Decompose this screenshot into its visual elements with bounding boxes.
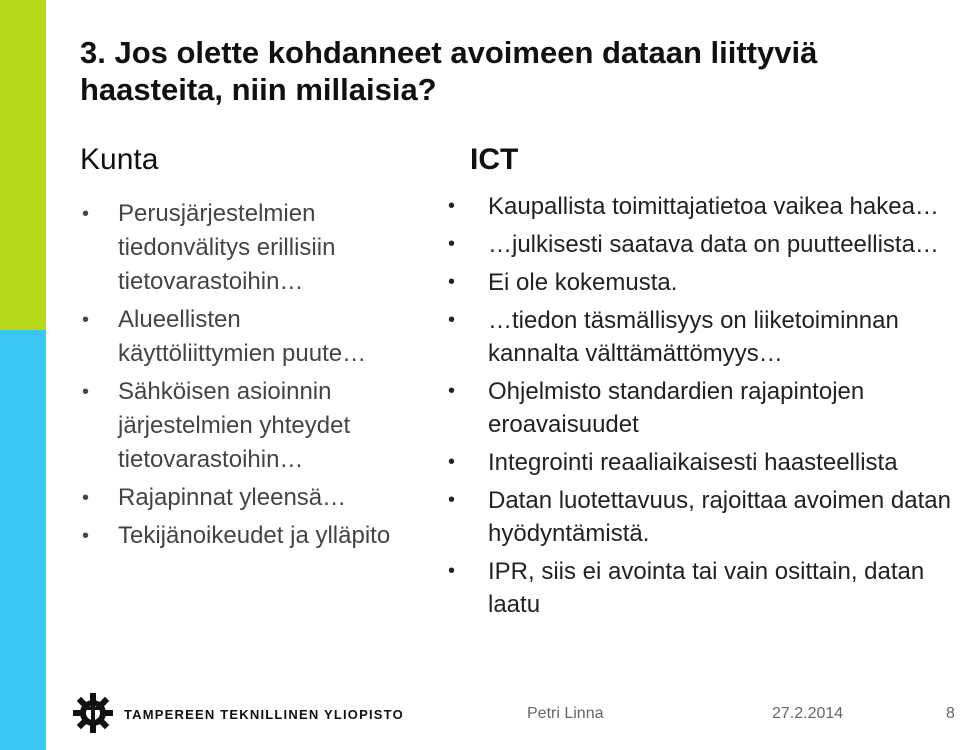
bullet-icon: • [448, 489, 456, 511]
list-item-text: Sähköisen asioinnin järjestelmien yhteydet tietovarastoihin… [118, 378, 351, 473]
footer-date: 27.2.2014 [772, 705, 844, 722]
list-item-text: Perusjärjestelmien tiedonvälitys erillisiin tietovarastoihin… [118, 200, 336, 295]
bullet-icon: • [448, 233, 456, 255]
bullet-icon: • [82, 487, 90, 509]
list-item [82, 197, 402, 299]
list-item [448, 266, 960, 299]
footer-author: Petri Linna [527, 705, 604, 722]
list-item-text: Alueellisten käyttöliittymien puute… [118, 306, 367, 367]
list-item-text: Tekijänoikeudet ja ylläpito [118, 522, 391, 549]
right-column-heading: ICT [470, 143, 519, 176]
accent-bar-green [0, 0, 46, 330]
list-item [448, 304, 960, 370]
left-bullet-list [82, 197, 402, 557]
list-item [448, 446, 960, 479]
slide-title: 3. Jos olette kohdanneet avoimeen dataan liittyviä haasteita, niin millaisia? [80, 35, 818, 107]
bullet-icon: • [448, 451, 456, 473]
list-item-text: IPR, siis ei avointa tai vain osittain, datan laatu [488, 558, 925, 618]
list-item [448, 375, 960, 441]
tut-gear-logo-icon [72, 692, 114, 734]
list-item-text: Rajapinnat yleensä… [118, 484, 347, 511]
list-item [82, 519, 402, 553]
bullet-icon: • [82, 309, 90, 331]
page-number: 8 [946, 705, 955, 722]
list-item [448, 555, 960, 621]
list-item-text: Ei ole kokemusta. [488, 269, 678, 296]
bullet-icon: • [448, 195, 456, 217]
list-item [448, 190, 960, 223]
list-item [82, 481, 402, 515]
list-item [448, 228, 960, 261]
bullet-icon: • [82, 203, 90, 225]
accent-bar-cyan [0, 330, 46, 750]
university-logo-text: TAMPEREEN TEKNILLINEN YLIOPISTO [124, 707, 404, 722]
list-item-text: Datan luotettavuus, rajoittaa avoimen datan hyödyntämistä. [488, 487, 951, 547]
list-item-text: …tiedon täsmällisyys on liiketoiminnan kannalta välttämättömyys… [488, 307, 899, 367]
list-item-text: …julkisesti saatava data on puutteellista… [488, 231, 939, 258]
bullet-icon: • [82, 525, 90, 547]
list-item-text: Kaupallista toimittajatietoa vaikea hakea… [488, 193, 939, 220]
bullet-icon: • [448, 560, 456, 582]
list-item [82, 303, 402, 371]
list-item-text: Ohjelmisto standardien rajapintojen eroavaisuudet [488, 378, 865, 438]
list-item-text: Integrointi reaaliaikaisesti haasteellista [488, 449, 898, 476]
bullet-icon: • [82, 381, 90, 403]
bullet-icon: • [448, 380, 456, 402]
bullet-icon: • [448, 271, 456, 293]
list-item [82, 375, 402, 477]
right-bullet-list [448, 190, 960, 626]
left-column-heading: Kunta [80, 143, 159, 176]
list-item [448, 484, 960, 550]
bullet-icon: • [448, 309, 456, 331]
